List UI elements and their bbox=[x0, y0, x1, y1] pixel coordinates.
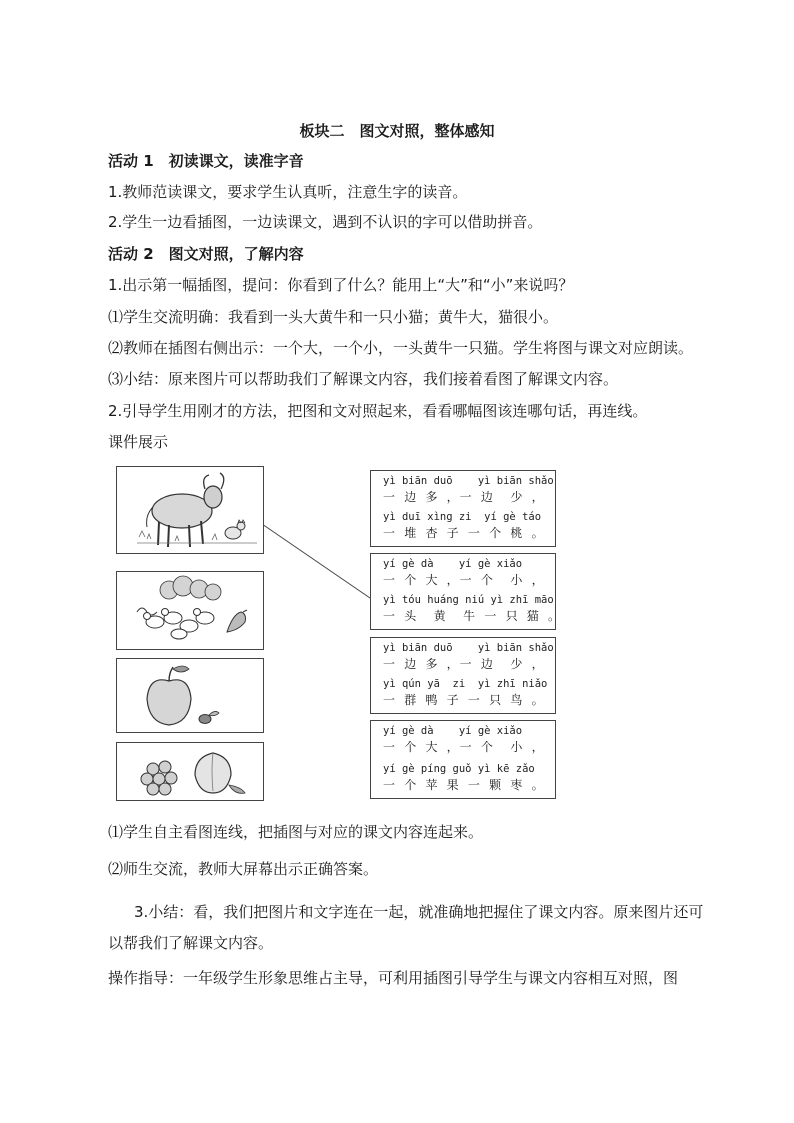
activity1-heading: 活动 1 初读课文，读准字音 bbox=[108, 152, 304, 170]
text-box-1[interactable] bbox=[370, 470, 556, 547]
hanzi-line: 一 头 黄 牛 一 只 猫 。 bbox=[383, 609, 562, 623]
hanzi-line: 一 边 多 ，一 边 少 ， bbox=[383, 490, 545, 504]
picture-ducks-and-bird[interactable] bbox=[116, 571, 264, 650]
ducks-and-bird-picture-icon bbox=[117, 572, 263, 649]
guidance-text: 操作指导：一年级学生形象思维占主导，可利用插图引导学生与课文内容相互对照，图 bbox=[108, 969, 679, 987]
pinyin-line: yì duī xìng zi yí gè táo bbox=[383, 511, 542, 523]
step3-line1: 3.小结：看，我们把图片和文字连在一起，就准确地把握住了课文内容。原来图片还可 bbox=[134, 903, 704, 921]
hanzi-line: 一 个 苹 果 一 颗 枣 。 bbox=[383, 778, 545, 792]
activity2-step1: 1.出示第一幅插图，提问：你看到了什么？能用上“大”和“小”来说吗？ bbox=[108, 276, 574, 294]
hanzi-line: 一 群 鸭 子 一 只 鸟 。 bbox=[383, 693, 545, 707]
after-sub2: ⑵师生交流，教师大屏幕出示正确答案。 bbox=[108, 860, 379, 878]
pinyin-line: yì qún yā zi yì zhī niǎo bbox=[383, 678, 548, 690]
pinyin-line: yí gè dà yí gè xiǎo bbox=[383, 725, 523, 737]
picture-ox-and-cat[interactable] bbox=[116, 466, 264, 554]
after-sub1: ⑴学生自主看图连线，把插图与对应的课文内容连起来。 bbox=[108, 823, 484, 841]
activity2-sub3: ⑶小结：原来图片可以帮助我们了解课文内容，我们接着看图了解课文内容。 bbox=[108, 370, 619, 388]
activity2-heading: 活动 2 图文对照，了解内容 bbox=[108, 245, 304, 263]
picture-apricots-and-peach[interactable] bbox=[116, 742, 264, 801]
pinyin-line: yì biān duō yì biān shǎo bbox=[383, 642, 554, 654]
activity1-step2: 2.学生一边看插图，一边读课文，遇到不认识的字可以借助拼音。 bbox=[108, 213, 543, 231]
step3-line2: 以帮我们了解课文内容。 bbox=[108, 934, 274, 952]
apple-and-jujube-picture-icon bbox=[117, 659, 263, 732]
hanzi-line: 一 堆 杏 子 一 个 桃 。 bbox=[383, 526, 545, 540]
pinyin-line: yì biān duō yì biān shǎo bbox=[383, 475, 554, 487]
courseware-label: 课件展示 bbox=[108, 433, 169, 451]
activity2-step2: 2.引导学生用刚才的方法，把图和文对照起来，看看哪幅图该连哪句话，再连线。 bbox=[108, 402, 648, 420]
pinyin-line: yí gè píng guǒ yì kē zǎo bbox=[383, 763, 535, 775]
hanzi-line: 一 个 大 ，一 个 小 ， bbox=[383, 573, 545, 587]
text-box-3[interactable] bbox=[370, 637, 556, 714]
section-title: 板块二 图文对照，整体感知 bbox=[299, 122, 495, 140]
activity2-sub2: ⑵教师在插图右侧出示：一个大，一个小，一头黄牛一只猫。学生将图与课文对应朗读。 bbox=[108, 339, 694, 357]
hanzi-line: 一 个 大 ，一 个 小 ， bbox=[383, 740, 545, 754]
picture-apple-and-jujube[interactable] bbox=[116, 658, 264, 733]
activity2-sub1: ⑴学生交流明确：我看到一头大黄牛和一只小猫；黄牛大，猫很小。 bbox=[108, 308, 559, 326]
pinyin-line: yí gè dà yí gè xiǎo bbox=[383, 558, 523, 570]
hanzi-line: 一 边 多 ，一 边 少 ， bbox=[383, 657, 545, 671]
pinyin-line: yì tóu huáng niú yì zhī māo bbox=[383, 594, 554, 606]
ox-and-cat-picture-icon bbox=[117, 467, 263, 553]
apricots-and-peach-picture-icon bbox=[117, 743, 263, 800]
text-box-4[interactable] bbox=[370, 720, 556, 799]
activity1-step1: 1.教师范读课文，要求学生认真听，注意生字的读音。 bbox=[108, 183, 468, 201]
text-box-2[interactable] bbox=[370, 553, 562, 630]
